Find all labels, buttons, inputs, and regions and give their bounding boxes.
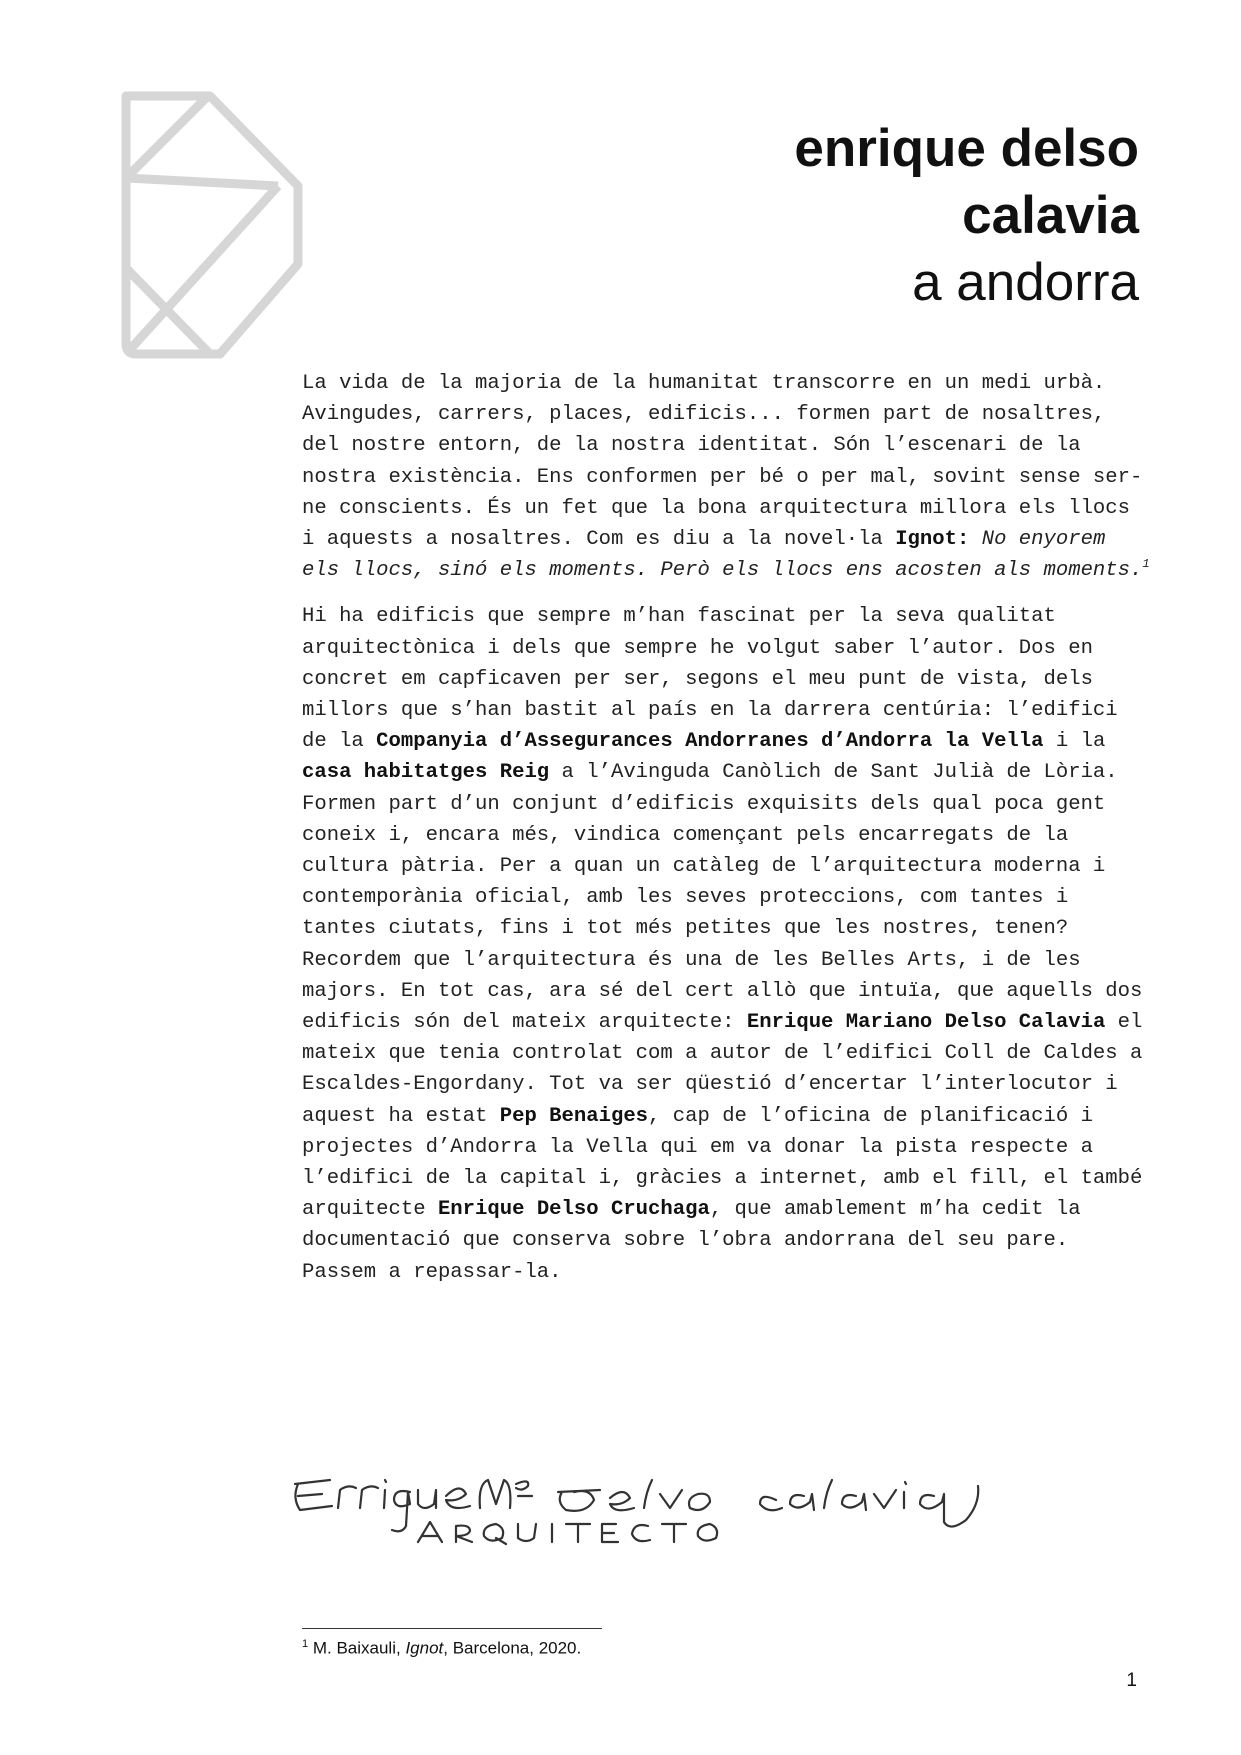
page-number: 1 xyxy=(1126,1670,1137,1691)
title-line-surname: calavia xyxy=(962,186,1139,245)
bold-term: Ignot: xyxy=(895,528,970,552)
footnote-work: Ignot xyxy=(405,1638,444,1658)
title-line-subtitle: a andorra xyxy=(912,253,1139,312)
footnote-divider xyxy=(302,1628,602,1629)
footnote-author: M. Baixauli, xyxy=(308,1638,406,1658)
footnote-reference: 1 xyxy=(1142,557,1150,572)
paragraph-text: , cap de l’oficina de planificació i projectes d’Andorra la Vella qui em va donar la pista respecte a l’edifici de la capital i, gràcies a internet, amb el fill, el també arquitecte xyxy=(302,1104,1143,1222)
italic-quote: No enyorem els llocs, sinó els moments. Però els llocs ens acosten als moments. xyxy=(302,528,1143,583)
title-line-name: enrique delso xyxy=(794,119,1139,178)
handwritten-signature xyxy=(290,1452,1120,1572)
folded-d-outline-icon xyxy=(118,88,318,368)
paragraph-text: el mateix que tenia controlat com a autor de l’edifici Coll de Caldes a Escaldes-Engordany. Tot va ser qüestió d’encertar l’interlocutor i aquest ha estat xyxy=(302,1011,1143,1128)
paragraph-intro xyxy=(302,368,1152,586)
paragraph-text: , que amablement m’ha cedit la documentació que conserva sobre l’obra andorrana del seu pare. Passem a repassar-la. xyxy=(302,1198,1081,1284)
bold-term: casa habitatges Reig xyxy=(302,761,550,785)
bold-term: Companyia d’Assegurances Andorranes d’Andorra la Vella xyxy=(376,730,1044,754)
logo xyxy=(118,88,318,368)
paragraph-text: Hi ha edificis que sempre m’han fascinat per la seva qualitat arquitectònica i dels que sempre he volgut saber l’autor. Dos en concret em capficaven per ser, segons el meu punt de vista, dels millors que s’han bastit al país en la darrera centúria: l’edifici de la xyxy=(302,605,1118,754)
article-body xyxy=(302,368,1152,1303)
paragraph-text: i la xyxy=(1043,730,1106,754)
bold-term: Enrique Delso Cruchaga xyxy=(437,1198,710,1222)
footnote-number: 1 xyxy=(302,1638,309,1650)
paragraph-main xyxy=(302,601,1152,1287)
page-title xyxy=(794,115,1139,316)
bold-term: Enrique Mariano Delso Calavia xyxy=(746,1011,1106,1035)
bold-term: Pep Benaiges xyxy=(499,1104,649,1128)
footnote-rest: , Barcelona, 2020. xyxy=(443,1638,582,1658)
paragraph-text: La vida de la majoria de la humanitat transcorre en un medi urbà. Avingudes, carrers, places, edificis... formen part de nosaltres, del nostre entorn, de la nostra identitat. Són l’escenari de la nostra existència. Ens conformen per bé o per mal, sovint sense ser-ne conscients. És un fet que la bona arquitectura millora els llocs i aquests a nosaltres. Com es diu a la novel·la xyxy=(302,372,1143,552)
paragraph-text: a l’Avinguda Canòlich de Sant Julià de Lòria. Formen part d’un conjunt d’edificis exquisits dels qual poca gent coneix i, encara més, vindica començant pels encarregats de la cultura pàtria. Per a quan un catàleg de l’arquitectura moderna i contemporània oficial, amb les seves proteccions, com tantes i tantes ciutats, fins i tot més petites que les nostres, tenen? Recordem que l’arquitectura és una de les Belles Arts, i de les majors. En tot cas, ara sé del cert allò que intuïa, que aquells dos edificis són del mateix arquitecte: xyxy=(302,761,1143,1035)
footnote xyxy=(302,1638,581,1659)
